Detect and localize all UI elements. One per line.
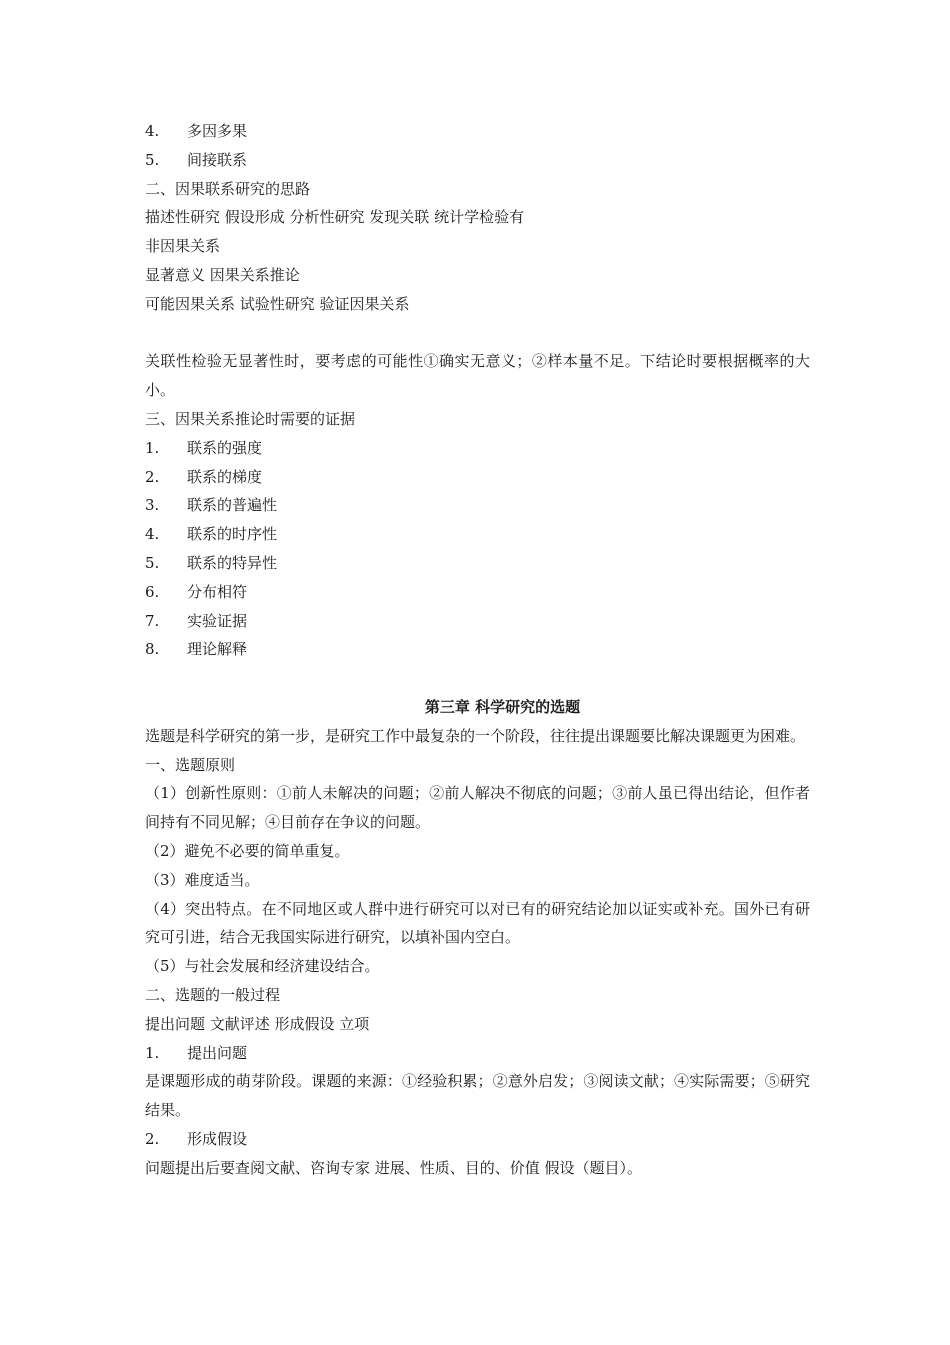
list-item: 1. 联系的强度 [145, 438, 263, 457]
list-item: 5. 间接联系 [145, 150, 248, 169]
step-description: 问题提出后要查阅文献、咨询专家 进展、性质、目的、价值 假设（题目）。 [145, 1158, 643, 1177]
section-heading: 一、选题原则 [145, 755, 236, 774]
flow-line: 可能因果关系 试验性研究 验证因果关系 [145, 294, 410, 313]
list-item: 2. 联系的梯度 [145, 467, 263, 486]
spacer [145, 319, 810, 348]
step-description: 是课题形成的萌芽阶段。课题的来源：①经验积累；②意外启发；③阅读文献；④实际需要；⑤研究结果。 [145, 1072, 810, 1120]
document-body [145, 117, 810, 1182]
list-item: 7. 实验证据 [145, 611, 248, 630]
principle-item: （1）创新性原则：①前人未解决的问题；②前人解决不彻底的问题；③前人虽已得出结论，但作者间持有不同见解；④目前存在争议的问题。 [145, 784, 810, 832]
section-heading: 二、因果联系研究的思路 [145, 179, 311, 198]
list-item: 8. 理论解释 [145, 640, 248, 659]
process-line: 提出问题 文献评述 形成假设 立项 [145, 1014, 370, 1033]
step-heading: 1. 提出问题 [145, 1043, 248, 1062]
principle-item: （4）突出特点。在不同地区或人群中进行研究可以对已有的研究结论加以证实或补充。国外已有研究可引进，结合无我国实际进行研究，以填补国内空白。 [145, 899, 810, 947]
step-heading: 2. 形成假设 [145, 1129, 248, 1148]
intro-paragraph: 选题是科学研究的第一步，是研究工作中最复杂的一个阶段，往往提出课题要比解决课题更为困难。 [145, 726, 806, 745]
list-item: 5. 联系的特异性 [145, 553, 278, 572]
note-paragraph: 关联性检验无显著性时，要考虑的可能性①确实无意义；②样本量不足。下结论时要根据概率的大小。 [145, 352, 810, 400]
list-item: 3. 联系的普遍性 [145, 496, 278, 515]
list-item: 4. 联系的时序性 [145, 525, 278, 544]
section-heading: 二、选题的一般过程 [145, 985, 281, 1004]
chapter-title: 第三章 科学研究的选题 [424, 697, 581, 716]
flow-line: 描述性研究 假设形成 分析性研究 发现关联 统计学检验有 [145, 208, 525, 227]
flow-line: 显著意义 因果关系推论 [145, 265, 300, 284]
list-item: 6. 分布相符 [145, 582, 248, 601]
principle-item: （5）与社会发展和经济建设结合。 [145, 957, 380, 976]
spacer [145, 664, 810, 693]
principle-item: （3）难度适当。 [145, 870, 260, 889]
section-heading: 三、因果关系推论时需要的证据 [145, 409, 356, 428]
list-item: 4. 多因多果 [145, 122, 248, 140]
principle-item: （2）避免不必要的简单重复。 [145, 841, 350, 860]
flow-line: 非因果关系 [145, 237, 221, 256]
